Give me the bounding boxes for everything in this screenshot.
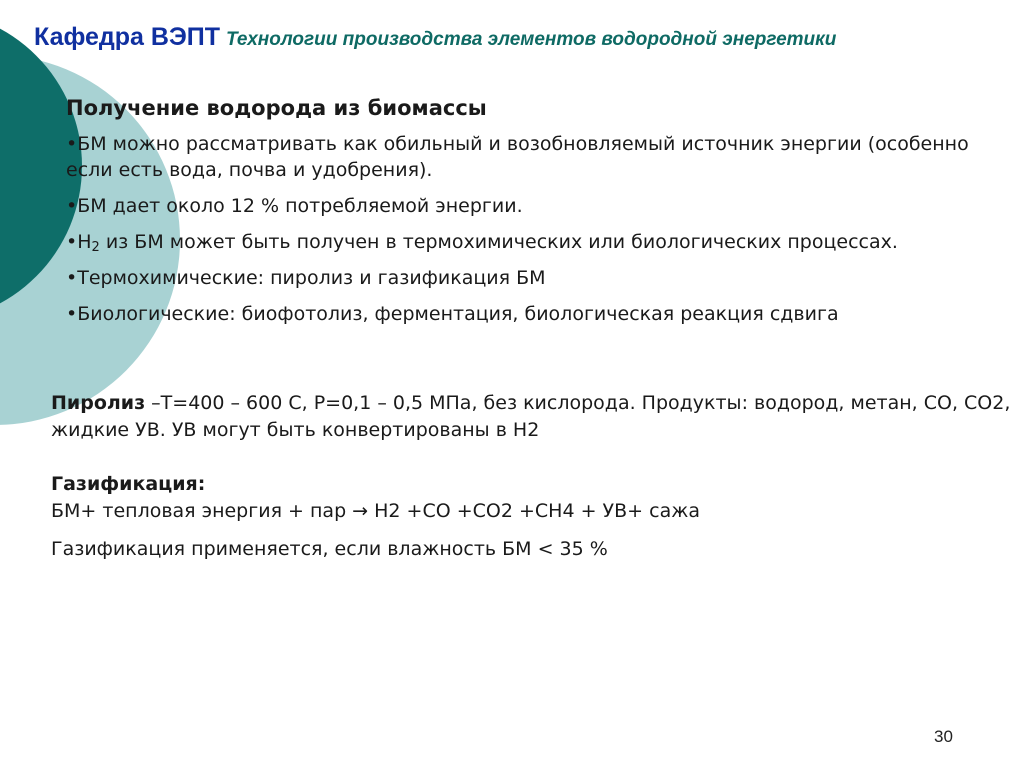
- department-name: Кафедра ВЭПТ: [34, 23, 220, 51]
- course-subtitle: Технологии производства элементов водородной энергетики: [226, 29, 837, 50]
- gasification-condition: Газификация применяется, если влажность БМ < 35 %: [51, 538, 608, 560]
- process-details: [51, 390, 1011, 563]
- bullet-prefix: •H: [66, 231, 92, 253]
- bullet-item: •Биологические: биофотолиз, ферментация, биологическая реакция сдвига: [66, 303, 839, 325]
- slide-header: [34, 23, 836, 52]
- pyrolysis-label: Пиролиз: [51, 392, 146, 414]
- gasification-reaction: БМ+ тепловая энергия + пар → Н2 +СО +СО2 +СН4 + УВ+ сажа: [51, 500, 700, 522]
- bullet-text: из БМ может быть получен в термохимических или биологических процессах.: [99, 231, 898, 253]
- slide-title: Получение водорода из биомассы: [66, 96, 487, 120]
- pyrolysis-paragraph: [51, 390, 1011, 444]
- bullet-item: •БМ дает около 12 % потребляемой энергии.: [66, 195, 523, 217]
- bullet-item: •БМ можно рассматривать как обильный и возобновляемый источник энергии (особенно если есть вода, почва и удобрения).: [66, 133, 969, 181]
- page-number: 30: [934, 727, 953, 746]
- subscript: 2: [91, 240, 100, 255]
- slide-content: [66, 96, 1006, 337]
- gasification-label: Газификация:: [51, 473, 206, 495]
- bullet-item: [66, 229, 1006, 255]
- bullet-item: •Термохимические: пиролиз и газификация БМ: [66, 267, 546, 289]
- pyrolysis-text: –Т=400 – 600 С, Р=0,1 – 0,5 МПа, без кислорода. Продукты: водород, метан, СО, СО2, жидкие УВ. УВ могут быть конвертированы в Н2: [51, 392, 1011, 441]
